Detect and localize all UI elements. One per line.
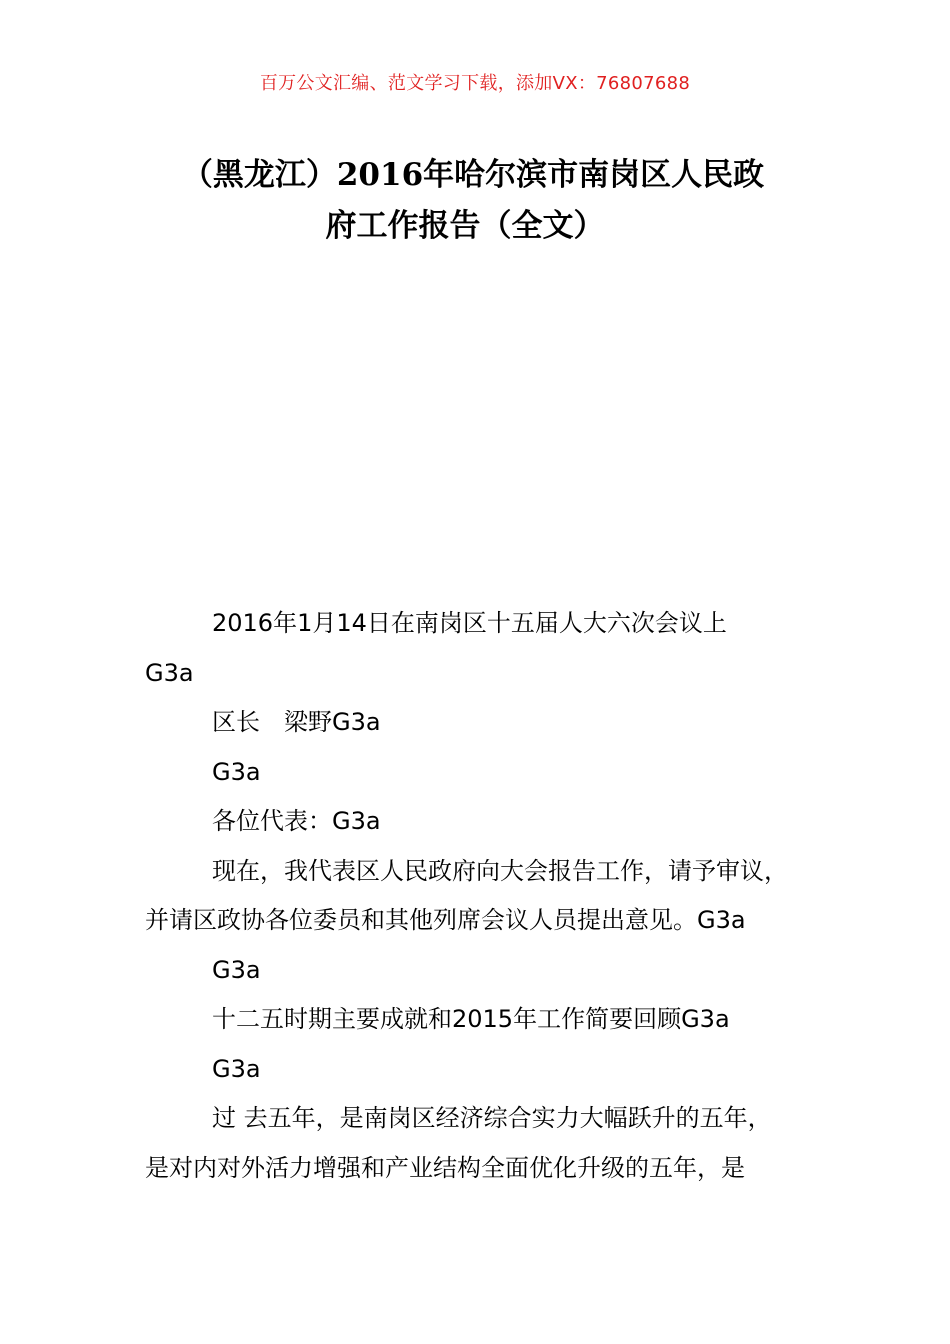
body-line: G3a: [212, 955, 261, 984]
body-line: G3a: [145, 658, 194, 687]
body-line: 区长 梁野G3a: [212, 708, 381, 736]
body-line: G3a: [212, 1054, 261, 1083]
body-line: 现在，我代表区人民政府向大会报告工作，请予审议，: [212, 856, 788, 885]
header-promo-note: 百万公文汇编、范文学习下载，添加VX：76807688: [259, 73, 691, 94]
body-line: 十二五时期主要成就和2015年工作简要回顾G3a: [212, 1005, 730, 1033]
body-line: 各位代表：G3a: [212, 807, 381, 835]
title-line-1: （黑龙江）2016年哈尔滨市南岗区人民政: [181, 157, 765, 193]
body-line: G3a: [212, 757, 261, 786]
body-line: 2016年1月14日在南岗区十五届人大六次会议上: [212, 609, 727, 637]
body-line: 过 去五年，是南岗区经济综合实力大幅跃升的五年，: [212, 1104, 772, 1132]
title-line-2: 府工作报告（全文）: [325, 208, 605, 244]
document-body: [145, 599, 835, 1193]
document-title: [0, 150, 950, 252]
body-line: 是对内对外活力增强和产业结构全面优化升级的五年，是: [145, 1153, 745, 1182]
body-line: 并请区政协各位委员和其他列席会议人员提出意见。G3a: [145, 906, 746, 934]
